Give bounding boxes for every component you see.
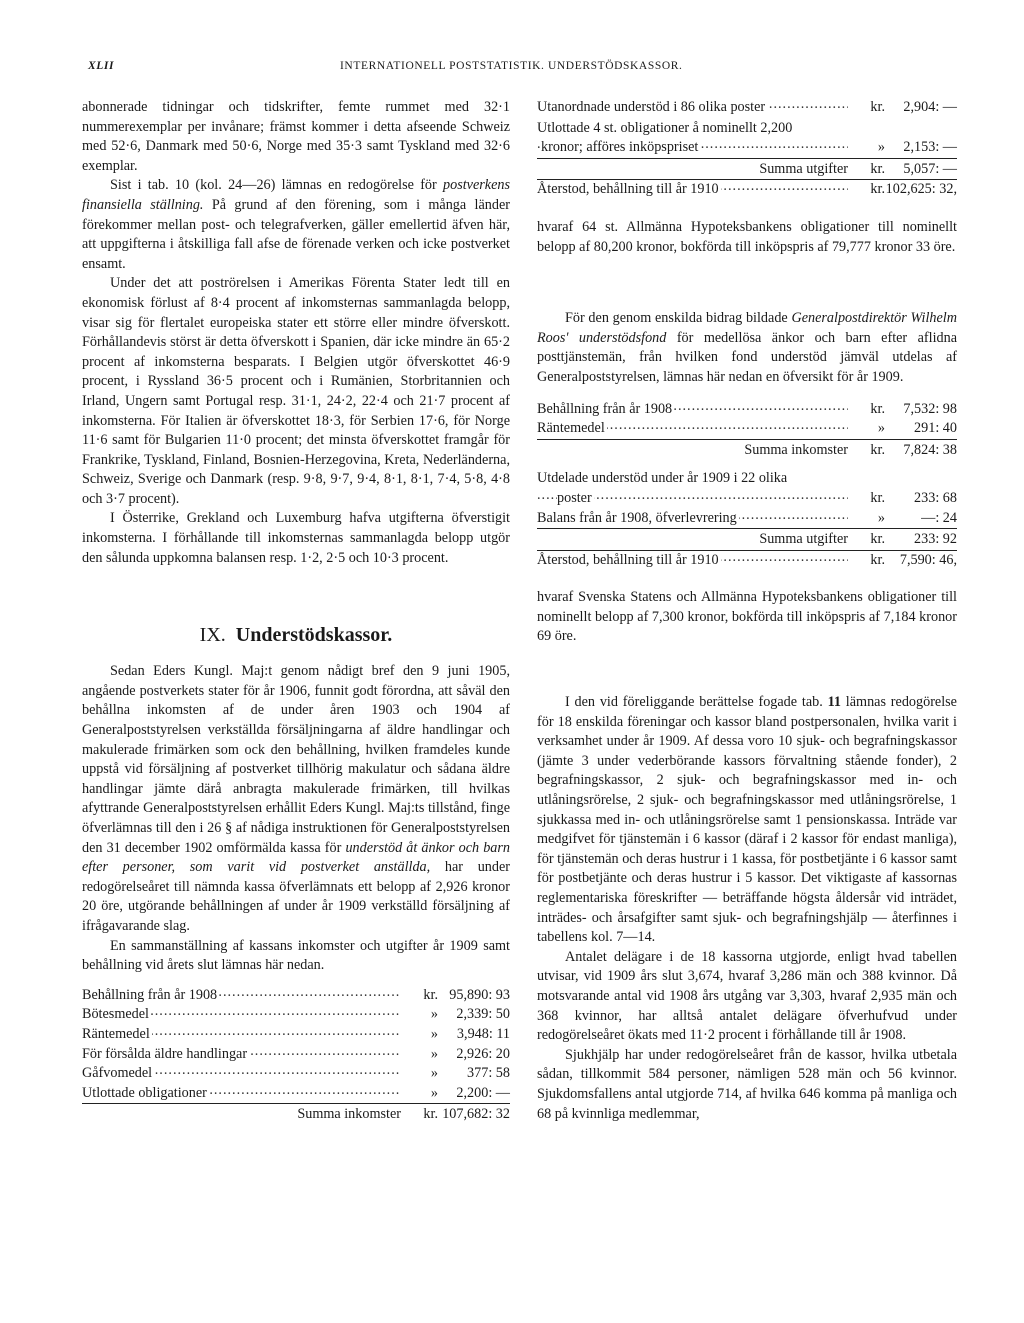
left-column (82, 98, 510, 1125)
table-row: Bötesmedel ..... » 2,339: 50 (82, 1005, 510, 1025)
section-title: Understödskassor. (235, 624, 393, 647)
paragraph: Under det att poströrelsen i Amerikas Förenta Stater ledt till en ekonomisk förlust af 8·4 procent af inkomsternas sammanlagda belopp, visar sig för flertalet europeiska stater ett större eller mindre öfverskott. Förhållandevis störst är detta öfverskott i Spanien, där icke mindre än 65·2 procent af inkomsterna besparats. I Belgien utgör öfverskottet 46·9 procent, i Ryssland 36·5 procent och i Rumänien, Storbritannien och Irland, Ungern samt Portugal resp. 31·1, 24·2, 22·4 och 21·7 procent af inkomsterna. För Italien är öfverskottet 18·3, för Serbien 17·6, för Norge 11·6 samt för Bulgarien 11·0 procent; det minsta öfverskottet framgår för Frankrike, Tyskland, Finland, Bosnien-Herzegovina, Kreta, Nederländerna, Schweiz, Sverige och Danmark (resp. 9·8, 9·7, 9·4, 8·1, 8·1, 7·4, 5·8, 4·8 och 3·7 procent). (82, 275, 510, 507)
table-row: Utlottade 4 st. obligationer å nominellt 2,200 (537, 119, 793, 136)
table-row: Räntemedel ..... » 291: 40 (537, 419, 957, 439)
paragraph: hvaraf 64 st. Allmänna Hypoteksbankens obligationer till nominellt belopp af 80,200 kronor, bokförda till inköpspris af 79,777 kronor 33 öre. (537, 218, 957, 255)
table-row: Räntemedel ..... » 3,948: 11 (82, 1025, 510, 1045)
table-sum-row: Summa inkomster kr. 107,682: 32 (82, 1104, 510, 1125)
accounts-table (82, 986, 510, 1125)
paragraph: hvaraf Svenska Statens och Allmänna Hypoteksbankens obligationer till nominellt belopp af 7,300 kronor, bokförda till inköpspris af 7,184 kronor 69 öre. (537, 589, 957, 645)
page-number: XLII (88, 60, 115, 72)
table-row: Behållning från år 1908 ..... kr. 95,890: 93 (82, 986, 510, 1006)
table-row: Återstod, behållning till år 1910 ..... kr. 102,625: 32, (537, 180, 957, 200)
table-row: Återstod, behållning till år 1910 ..... kr. 7,590: 46, (537, 550, 957, 570)
table-row: Utlottade obligationer ..... » 2,200: — (82, 1084, 510, 1104)
table-row: Gåfvomedel ..... » 377: 58 (82, 1064, 510, 1084)
emphasis: postverkens finansiella ställning. (82, 177, 510, 213)
table-row: Utanordnade understöd i 86 olika poster ..... kr. 2,904: — (537, 98, 957, 118)
table-row: Utdelade understöd under år 1909 i 22 olika (537, 470, 788, 487)
table-row: poster ..... kr. 233: 68 (537, 489, 957, 509)
table-sum-row: Summa utgifter kr. 5,057: — (537, 158, 957, 180)
emphasis: understöd åt änkor och barn efter personer, som varit vid postverket anställda, (82, 839, 510, 876)
fund-income-table (537, 400, 957, 461)
right-column (537, 98, 957, 1124)
paragraph: En sammanställning af kassans inkomster och utgifter år 1909 samt behållning vid årets slut lämnas här nedan. (82, 937, 510, 974)
paragraph: Sist i tab. 10 (kol. 24—26) lämnas en redogörelse för postverkens finansiella ställning. På grund af den förening, som i många länder förekommer mellan post- och telegrafverken, gäller emellertid äfven här, att uppgifterna i åtskilliga fall afse de förenade verken och icke postverket ensamt. (82, 177, 510, 272)
paragraph: abonnerade tidningar och tidskrifter, femte rummet med 32·1 nummerexemplar per invånare; främst kommer i detta afseende Schweiz med 52·6, Danmark med 50·6, Norge med 35·3 samt Tyskland med 32·6 exemplar. (82, 99, 510, 174)
expenses-table (537, 98, 957, 200)
paragraph: I den vid föreliggande berättelse fogade tab. 11 lämnas redogörelse för 18 enskilda föreningar och kassor bland postpersonalen, hvilka varit i verksamhet under år 1909. Af dessa voro 10 sjuk- och begrafningskassor (jämte 3 under vederbörande kassors förvaltning stående fonder), 2 begrafningskassor, 2 sjuk- och begrafningskassor med in- och utlåningsrörelse, 2 sjuk- och begrafningskassor med utlåningsrörelse, 1 sjukkassa med in- och utlåningsrörelse samt 1 pensionskassa. Inträde var medgifvet för tjänstemän i 6 kassor (däraf i 2 kassor för endast manliga), för tjänstemän och deras hustrur i 1 kassa, för postbetjänte i 6 kassor samt för postbetjänte och deras hustrur i 5 kassor. Det viktigaste af kassornas reglementariska föreskrifter — beträffande högsta åldersår vid inträdet, inträdes- och årsafgifter samt sjuk- och begrafningshjälp — återfinnes i tabellens kol. 7—14. (537, 694, 957, 946)
table-sum-row: Summa inkomster kr. 7,824: 38 (537, 439, 957, 460)
section-heading (82, 622, 510, 648)
table-row: Behållning från år 1908 ..... kr. 7,532: 98 (537, 400, 957, 420)
section-numeral: IX. (199, 624, 226, 647)
paragraph: För den genom enskilda bidrag bildade Generalpostdirektör Wilhelm Roos' understödsfond för medellösa änkor och barn efter aflidna posttjänstemän, från hvilken fond understöd jämväl utdelas af Generalpoststyrelsen, lämnas här nedan en öfversikt för år 1909. (537, 310, 958, 385)
paragraph: Sjukhjälp har under redogörelseåret från de kassor, hvilka utbetala sådan, tillkommit 584 personer, nämligen 528 män och 56 kvinnor. Sjukdomsfallens antal utgjorde 714, af hvilka 646 komma på manliga och 68 på kvinnliga medlemmar, (537, 1046, 957, 1122)
emphasis: Generalpostdirektör Wilhelm Roos' understödsfond (537, 310, 957, 346)
running-title: INTERNATIONELL POSTSTATISTIK. UNDERSTÖDSKASSOR. (340, 60, 683, 72)
fund-expenses-table (537, 468, 957, 570)
table-row: För försålda äldre handlingar ..... » 2,926: 20 (82, 1045, 510, 1065)
paragraph: I Österrike, Grekland och Luxemburg hafva utgifterna öfverstigit inkomsterna. I förhållande till inkomsternas sammanlagda belopp utgör den sålunda uppkomna balansen resp. 1·2, 2·5 och 10·3 procent. (82, 510, 510, 566)
table-sum-row: Summa utgifter kr. 233: 92 (537, 529, 957, 551)
paragraph: Antalet delägare i de 18 kassorna utgjorde, enligt hvad tabellen utvisar, vid 1909 års slut 3,674, hvaraf 3,286 män och 388 kvinnor. Då motsvarande antal vid 1908 års utgång var 3,303, hvaraf 2,935 män och 368 kvinnor, har alltså antalet delägare öfverhufvud under redogörelseåret ökats med 11·2 procent i förhållande till år 1908. (537, 948, 957, 1044)
paragraph: Sedan Eders Kungl. Maj:t genom nådigt bref den 9 juni 1905, angående postverkets stater för år 1906, funnit godt förordna, att såväl den behållna inkomsten af de under åren 1903 och 1904 af Generalpoststyrelsen verkställda försäljningarna af äldre handlingar och makulerade frimärken som ock den behållning, hvilken framdeles kunde uppstå vid försäljning af postverket tillhörig makulatur och sådana äldre handlingar jämte därå anbragta makulerade frimärken, till hvilkas afyttrande Generalpoststyrelsen erhållit Eders Kungl. Maj:ts tillstånd, finge öfverlämnas till den i 26 § af nådiga instruktionen för Generalpoststyrelsen den 31 december 1902 omförmälda kassa för understöd åt änkor och barn efter personer, som varit vid postverket anställda, har under redogörelseåret till nämnda kassa öfverlämnats ett belopp af 2,926 kronor 20 öre, utgörande behållningen af under år 1909 verkställd försäljning af ifrågavarande slag. (82, 663, 510, 934)
table-row: Balans från år 1908, öfverlevrering ..... » —: 24 (537, 509, 957, 529)
bold-number: 11 (827, 694, 841, 711)
running-header (88, 60, 948, 80)
table-row: kronor; afföres inköpspriset ..... » 2,153: — (537, 138, 957, 158)
